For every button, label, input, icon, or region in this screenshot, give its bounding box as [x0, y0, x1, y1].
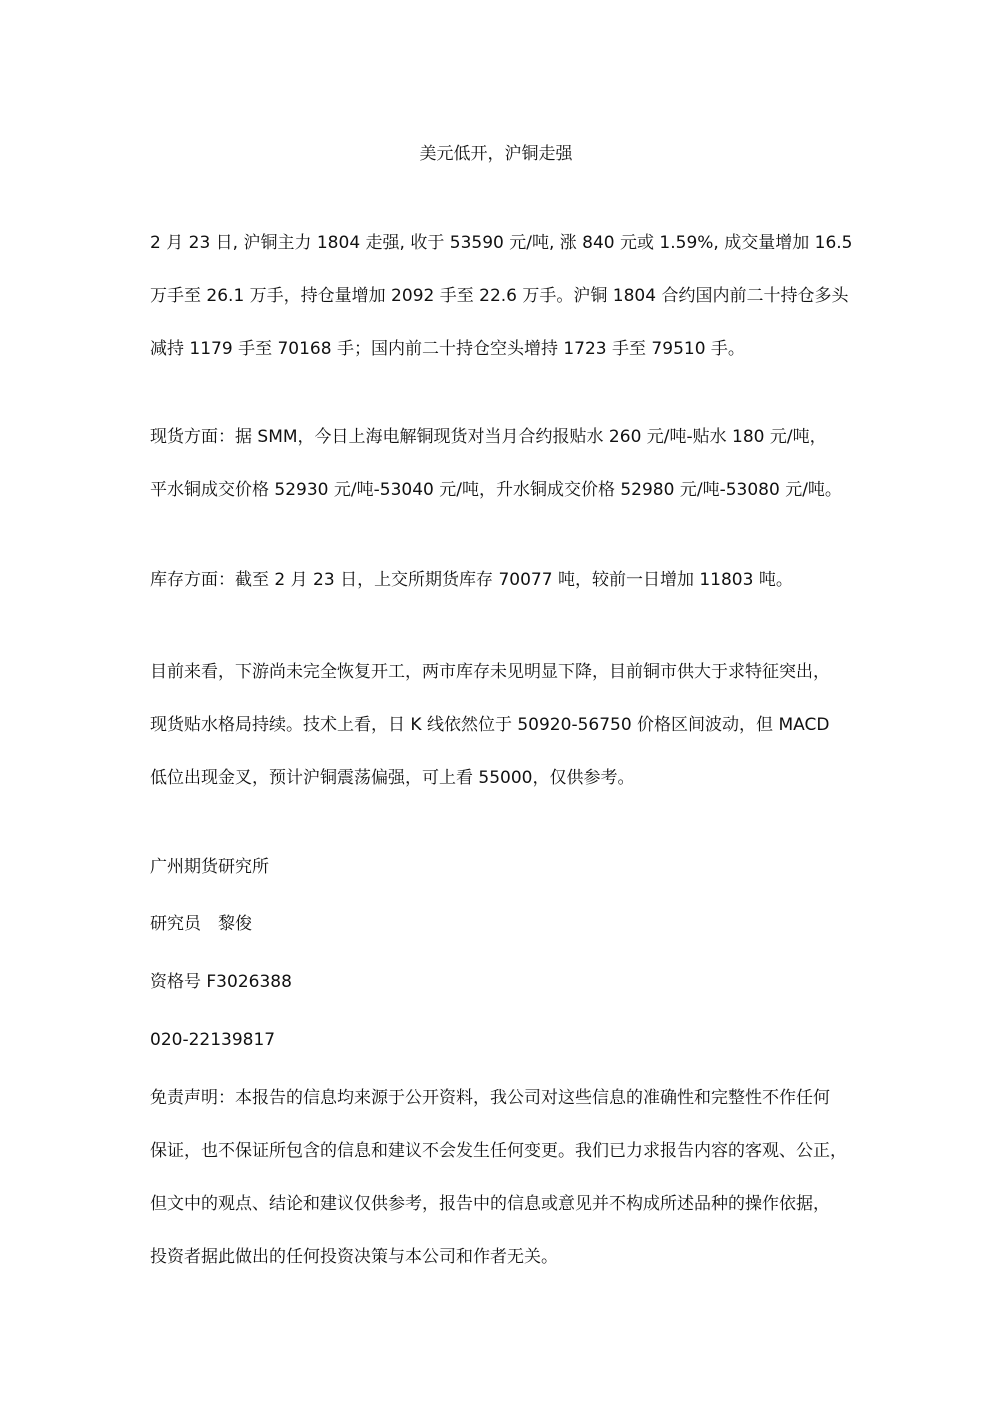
market-summary-paragraph: [150, 217, 853, 376]
phone-number: 020-22139817: [150, 1030, 276, 1050]
page-title: 美元低开，沪铜走强: [419, 144, 573, 164]
outlook-paragraph: [150, 646, 850, 805]
researcher-name: 研究员 黎俊: [150, 914, 252, 934]
inventory-paragraph: [150, 554, 850, 607]
institute-name: 广州期货研究所: [150, 857, 269, 877]
paragraph-line: 库存方面：截至 2 月 23 日，上交所期货库存 70077 吨，较前一日增加 11803 吨。: [150, 570, 793, 590]
paragraph-line: 低位出现金叉，预计沪铜震荡偏强，可上看 55000，仅供参考。: [150, 768, 635, 788]
paragraph-line: 免责声明：本报告的信息均来源于公开资料，我公司对这些信息的准确性和完整性不作任何: [150, 1088, 830, 1108]
paragraph-line: 但文中的观点、结论和建议仅供参考，报告中的信息或意见并不构成所述品种的操作依据，: [150, 1194, 830, 1214]
disclaimer-paragraph: [150, 1072, 850, 1284]
paragraph-line: 减持 1179 手至 70168 手；国内前二十持仓空头增持 1723 手至 79510 手。: [150, 339, 745, 359]
paragraph-line: 万手至 26.1 万手，持仓量增加 2092 手至 22.6 万手。沪铜 1804 合约国内前二十持仓多头: [150, 286, 849, 306]
paragraph-line: 目前来看，下游尚未完全恢复开工，两市库存未见明显下降，目前铜市供大于求特征突出，: [150, 662, 830, 682]
paragraph-line: 现货贴水格局持续。技术上看，日 K 线依然位于 50920-56750 价格区间波动，但 MACD: [150, 715, 830, 735]
paragraph-line: 平水铜成交价格 52930 元/吨-53040 元/吨，升水铜成交价格 52980 元/吨-53080 元/吨。: [150, 480, 842, 500]
paragraph-line: 保证，也不保证所包含的信息和建议不会发生任何变更。我们已力求报告内容的客观、公正，: [150, 1141, 847, 1161]
paragraph-line: 现货方面：据 SMM，今日上海电解铜现货对当月合约报贴水 260 元/吨-贴水 180 元/吨，: [150, 427, 827, 447]
paragraph-line: 2 月 23 日, 沪铜主力 1804 走强, 收于 53590 元/吨, 涨 840 元或 1.59%, 成交量增加 16.5: [150, 233, 853, 253]
paragraph-line: 投资者据此做出的任何投资决策与本公司和作者无关。: [150, 1247, 558, 1267]
license-number: 资格号 F3026388: [150, 972, 292, 992]
spot-market-paragraph: [150, 411, 850, 517]
